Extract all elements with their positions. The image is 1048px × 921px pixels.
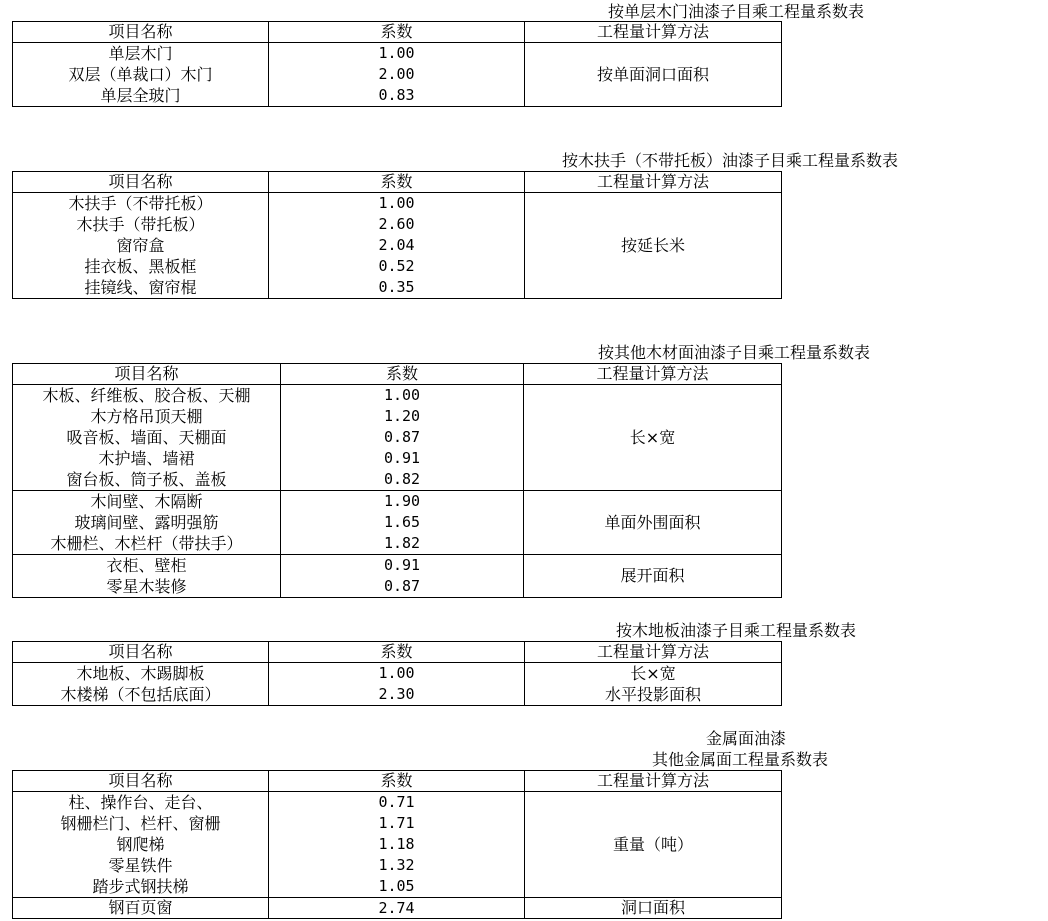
item-name-cell [13, 555, 281, 598]
item-name: 木栅栏、木栏杆（带扶手） [50, 534, 243, 553]
item-name: 木扶手（带托板） [76, 215, 205, 234]
coefficient: 2.04 [378, 236, 415, 254]
item-name-cell [13, 663, 269, 706]
table-row [13, 555, 782, 598]
item-name: 柱、操作台、走台、 [68, 793, 213, 812]
coefficient: 1.00 [378, 664, 415, 682]
coefficient-cell [281, 385, 524, 491]
coefficient: 0.91 [383, 449, 421, 467]
calc-method-cell: 洞口面积 [525, 898, 782, 919]
item-name-cell [13, 43, 269, 107]
header-cell: 系数 [269, 172, 525, 193]
coefficient: 1.00 [383, 386, 421, 404]
item-name: 双层（单裁口）木门 [68, 65, 213, 84]
item-name: 木扶手（不带托板） [68, 194, 213, 213]
coefficient: 1.00 [378, 44, 415, 62]
table-row [13, 385, 782, 491]
calc-method-cell: 按单面洞口面积 [525, 43, 782, 107]
coefficient: 0.87 [383, 577, 421, 595]
header-cell: 工程量计算方法 [524, 364, 782, 385]
header-cell: 项目名称 [13, 771, 269, 792]
header-cell: 项目名称 [13, 172, 269, 193]
calc-method: 水平投影面积 [604, 685, 701, 704]
coefficient-cell [269, 43, 525, 107]
table-row [13, 193, 782, 299]
item-name: 钢栅栏门、栏杆、窗栅 [60, 814, 221, 833]
coefficient-cell [281, 555, 524, 598]
header-cell: 工程量计算方法 [525, 172, 782, 193]
header-cell: 工程量计算方法 [525, 771, 782, 792]
item-name: 零星木装修 [106, 577, 187, 596]
item-name: 单层木门 [108, 44, 173, 63]
coefficient: 1.65 [383, 513, 421, 531]
header-cell: 系数 [281, 364, 524, 385]
table-title: 按其他木材面油漆子目乘工程量系数表 [598, 343, 871, 362]
header-cell: 工程量计算方法 [525, 22, 782, 43]
item-name: 木护墙、墙裙 [98, 449, 195, 468]
table-row [13, 792, 782, 898]
header-cell: 项目名称 [13, 22, 269, 43]
coefficient: 0.71 [378, 793, 415, 811]
calc-method-cell: 长×宽 [524, 385, 782, 491]
item-name: 窗帘盒 [116, 236, 165, 255]
item-name-cell [13, 792, 269, 898]
item-name: 挂镜线、窗帘棍 [84, 278, 197, 297]
item-name-cell [13, 491, 281, 555]
calc-method-cell: 单面外围面积 [524, 491, 782, 555]
table-header-row [13, 642, 782, 663]
table-title: 金属面油漆 [706, 729, 787, 748]
coefficient-cell [269, 663, 525, 706]
coefficient: 0.82 [383, 470, 421, 488]
item-name-cell [13, 385, 281, 491]
item-name: 踏步式钢扶梯 [92, 877, 189, 896]
item-name: 玻璃间壁、露明强筋 [74, 513, 219, 532]
table-title: 按木地板油漆子目乘工程量系数表 [616, 621, 857, 640]
table-header-row [13, 172, 782, 193]
calc-method: 长×宽 [630, 664, 676, 683]
coefficient-table [12, 21, 782, 107]
item-name: 衣柜、壁柜 [106, 556, 187, 575]
item-name: 木方格吊顶天棚 [90, 407, 203, 426]
table-header-row [13, 22, 782, 43]
header-cell: 系数 [269, 642, 525, 663]
item-name-cell: 钢百页窗 [13, 898, 269, 919]
coefficient: 1.71 [378, 814, 415, 832]
coefficient-cell [269, 792, 525, 898]
table-header-row [13, 364, 782, 385]
item-name: 吸音板、墙面、天棚面 [66, 428, 227, 447]
table-title: 按木扶手（不带托板）油漆子目乘工程量系数表 [562, 151, 899, 170]
coefficient-table [12, 770, 782, 919]
coefficient-table [12, 363, 782, 598]
coefficient-cell [269, 193, 525, 299]
header-cell: 项目名称 [13, 364, 281, 385]
item-name: 木地板、木踢脚板 [76, 664, 205, 683]
header-cell: 系数 [269, 771, 525, 792]
calc-method-cell: 展开面积 [524, 555, 782, 598]
coefficient-cell: 2.74 [269, 898, 525, 919]
coefficient: 1.05 [378, 877, 415, 895]
coefficient: 2.00 [378, 65, 415, 83]
item-name: 木楼梯（不包括底面） [60, 685, 221, 704]
table-row [13, 898, 782, 919]
item-name: 窗台板、筒子板、盖板 [66, 470, 227, 489]
header-cell: 项目名称 [13, 642, 269, 663]
table-title: 按单层木门油漆子目乘工程量系数表 [608, 2, 865, 21]
table-row [13, 491, 782, 555]
coefficient: 1.90 [383, 492, 421, 510]
coefficient: 0.87 [383, 428, 421, 446]
item-name: 挂衣板、黑板框 [84, 257, 197, 276]
calc-method-cell [525, 663, 782, 706]
table-row [13, 43, 782, 107]
coefficient-cell [281, 491, 524, 555]
table-subtitle: 其他金属面工程量系数表 [652, 750, 829, 769]
coefficient: 0.91 [383, 556, 421, 574]
item-name: 零星铁件 [108, 856, 173, 875]
coefficient: 1.32 [378, 856, 415, 874]
calc-method-cell: 按延长米 [525, 193, 782, 299]
coefficient-table [12, 171, 782, 299]
coefficient: 2.30 [378, 685, 415, 703]
coefficient: 2.60 [378, 215, 415, 233]
coefficient-table [12, 641, 782, 706]
coefficient: 1.18 [378, 835, 415, 853]
item-name-cell [13, 193, 269, 299]
coefficient: 0.35 [378, 278, 415, 296]
item-name: 单层全玻门 [100, 86, 181, 105]
item-name: 钢爬梯 [116, 835, 165, 854]
table-row [13, 663, 782, 706]
item-name: 木板、纤维板、胶合板、天棚 [42, 386, 251, 405]
coefficient: 1.00 [378, 194, 415, 212]
coefficient: 0.83 [378, 86, 415, 104]
header-cell: 系数 [269, 22, 525, 43]
calc-method-cell: 重量（吨） [525, 792, 782, 898]
coefficient: 0.52 [378, 257, 415, 275]
coefficient: 1.20 [383, 407, 421, 425]
coefficient: 1.82 [383, 534, 421, 552]
table-header-row [13, 771, 782, 792]
header-cell: 工程量计算方法 [525, 642, 782, 663]
item-name: 木间壁、木隔断 [90, 492, 203, 511]
